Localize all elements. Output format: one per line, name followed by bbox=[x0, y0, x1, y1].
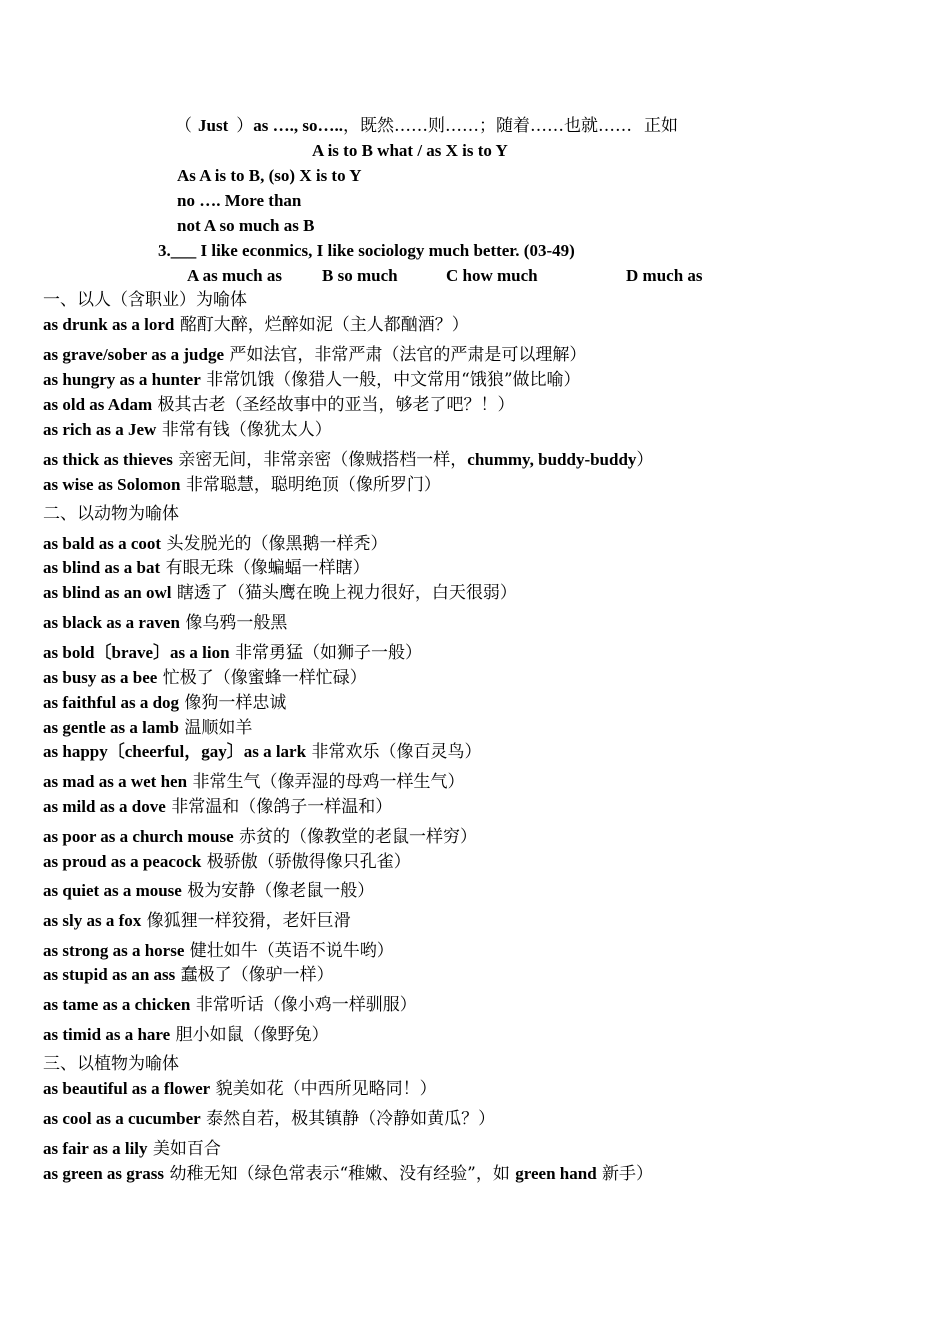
idiom-entry: as faithful as a dog 像狗一样忠诚 bbox=[43, 693, 287, 713]
idiom-entry: as rich as a Jew 非常有钱（像犹太人） bbox=[43, 420, 332, 440]
idiom-entry: as wise as Solomon 非常聪慧，聪明绝顶（像所罗门） bbox=[43, 475, 441, 495]
idiom-entry: as mild as a dove 非常温和（像鸽子一样温和） bbox=[43, 797, 393, 817]
section-heading-plants: 三、以植物为喻体 bbox=[43, 1054, 179, 1074]
just-word: Just bbox=[198, 116, 229, 135]
zhengru-text: 正如 bbox=[643, 116, 678, 136]
idiom-entry: as hungry as a hunter 非常饥饿（像猎人一般，中文常用“饿狼”做比喻） bbox=[43, 370, 581, 390]
idiom-entry: as black as a raven 像乌鸦一般黑 bbox=[43, 613, 288, 633]
idiom-entry: as stupid as an ass 蠢极了（像驴一样） bbox=[43, 965, 334, 985]
idiom-entry: as blind as an owl 瞎透了（猫头鹰在晚上视力很好，白天很弱） bbox=[43, 583, 517, 603]
idiom-entry: as green as grass 幼稚无知（绿色常表示“稚嫩、没有经验”，如 green hand 新手） bbox=[43, 1164, 654, 1184]
idiom-entry: as fair as a lily 美如百合 bbox=[43, 1139, 221, 1159]
idiom-entry: as cool as a cucumber 泰然自若，极其镇静（冷静如黄瓜？） bbox=[43, 1109, 496, 1129]
idiom-entry: as poor as a church mouse 赤贫的（像教堂的老鼠一样穷） bbox=[43, 827, 478, 847]
paren-open: （ bbox=[175, 116, 192, 136]
idiom-entry: as proud as a peacock 极骄傲（骄傲得像只孔雀） bbox=[43, 852, 411, 872]
section-heading-people: 一、以人（含职业）为喻体 bbox=[43, 290, 247, 310]
idiom-entry: as old as Adam 极其古老（圣经故事中的亚当，够老了吧？！） bbox=[43, 395, 515, 415]
idiom-entry: as bald as a coot 头发脱光的（像黑鹅一样秃） bbox=[43, 534, 388, 554]
as-so-phrase: as …., so….. bbox=[253, 116, 343, 135]
formula-line-what: A is to B what / as X is to Y bbox=[312, 141, 508, 160]
formula-line-not-so-much: not A so much as B bbox=[177, 216, 315, 235]
idiom-entry: as grave/sober as a judge 严如法官，非常严肃（法官的严肃是可以理解） bbox=[43, 345, 587, 365]
idiom-entry: as beautiful as a flower 貌美如花（中西所见略同！） bbox=[43, 1079, 437, 1099]
option-a: A as much as bbox=[187, 266, 282, 285]
option-c: C how much bbox=[446, 266, 538, 285]
idiom-entry: as strong as a horse 健壮如牛（英语不说牛哟） bbox=[43, 941, 394, 961]
idiom-entry: as busy as a bee 忙极了（像蜜蜂一样忙碌） bbox=[43, 668, 367, 688]
formula-line-as-a-is-to-b: As A is to B, (so) X is to Y bbox=[177, 166, 362, 185]
as-so-meaning: ，既然……则……；随着……也就…… bbox=[342, 116, 632, 136]
idiom-entry: as thick as thieves 亲密无间，非常亲密（像贼搭档一样，chummy, buddy-buddy） bbox=[43, 450, 654, 470]
idiom-entry: as blind as a bat 有眼无珠（像蝙蝠一样瞎） bbox=[43, 558, 370, 578]
option-b: B so much bbox=[322, 266, 398, 285]
question-text: I like econmics, I like sociology much better. (03-49) bbox=[196, 241, 575, 260]
section-heading-animals: 二、以动物为喻体 bbox=[43, 504, 179, 524]
idiom-entry: as quiet as a mouse 极为安静（像老鼠一般） bbox=[43, 881, 375, 901]
idiom-entry: as bold〔brave〕as a lion 非常勇猛（如狮子一般） bbox=[43, 643, 422, 663]
idiom-entry: as happy〔cheerful，gay〕as a lark 非常欢乐（像百灵鸟） bbox=[43, 742, 482, 762]
formula-line-no-more-than: no …. More than bbox=[177, 191, 302, 210]
formula-line-just bbox=[175, 115, 678, 137]
idiom-entry: as mad as a wet hen 非常生气（像弄湿的母鸡一样生气） bbox=[43, 772, 465, 792]
idiom-entry: as drunk as a lord 酩酊大醉，烂醉如泥（主人都酗酒？） bbox=[43, 315, 469, 335]
idiom-entry: as tame as a chicken 非常听话（像小鸡一样驯服） bbox=[43, 995, 417, 1015]
option-d: D much as bbox=[626, 266, 703, 285]
question-number: 3.___ bbox=[158, 241, 197, 260]
question-3 bbox=[158, 240, 575, 262]
idiom-entry: as timid as a hare 胆小如鼠（像野兔） bbox=[43, 1025, 329, 1045]
idiom-entry: as gentle as a lamb 温顺如羊 bbox=[43, 718, 253, 738]
idiom-entry: as sly as a fox 像狐狸一样狡猾，老奸巨滑 bbox=[43, 911, 351, 931]
paren-close: ） bbox=[236, 116, 254, 136]
